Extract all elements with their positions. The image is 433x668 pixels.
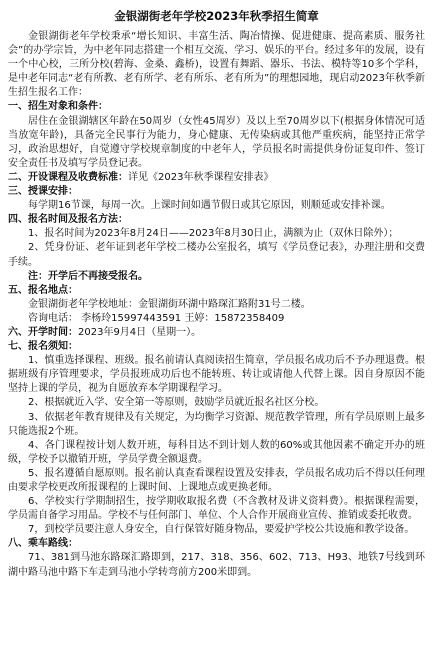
document-title: 金银湖街老年学校2023年秋季招生简章	[114, 9, 319, 23]
section-7-item-7: 7，到校学员要注意人身安全，自行保管好随身物品，要爱护学校公共设施和教学设备。	[28, 524, 415, 536]
section-7-item-3: 3、依据老年教育规律及有关规定，为均衡学习资源、规范教学管理，所有学员原则上最多只能选报2个班。	[8, 411, 425, 437]
intro-paragraph: 金银湖街老年学校秉承“增长知识、丰富生活、陶冶情操、促进健康、提高素质、服务社会”的办学宗旨，为中老年同志搭建一个相互交流、学习、娱乐的平台。经过多年的发展，设有一个中心校，三所分校(碧海、金桑、鑫桥)，设置有舞蹈、器乐、书法、模特等10多个学科，是中老年同志“老有所教、老有所学、老有所乐、老有所为”的理想园地，现启动2023年秋季新生招生报名工作：	[8, 31, 425, 99]
section-2-body: 详见《2023年秋季课程安排表》	[128, 171, 274, 183]
section-6-body: 2023年9月4日（星期一）。	[78, 326, 202, 338]
section-5-heading: 五、报名地点：	[8, 284, 78, 296]
section-7-item-6: 6、学校实行学期制招生，按学期收取报名费（不含教材及讲义资料费）。根据课程需要，学员需自备学习用品。学校不与任何部门、单位、个人合作开展商业宣传、推销或委托收费。	[8, 496, 425, 522]
section-4-heading: 四、报名时间及报名方法：	[8, 214, 128, 226]
section-5-contact: 咨询电话： 李杨玲15997443591 王婷：15872358409	[28, 312, 285, 324]
section-5-address: 金银湖街老年学校地址：金银湖街环湖中路琛汇路附31号二楼。	[28, 298, 311, 310]
section-4-note: 注：开学后不再接受报名。	[28, 270, 148, 282]
section-2-heading: 二、开设课程及收费标准：	[8, 171, 128, 183]
section-2-line	[8, 171, 425, 185]
section-7-item-4: 4、各门课程按计划人数开班，每科目达不到计划人数的60%或其他因素不确定开办的班级，学校予以撤销开班，学员学费全额退费。	[8, 439, 425, 465]
section-4-item-2: 2、凭身份证、老年证到老年学校二楼办公室报名，填写《学员登记表》，办理注册和交费手续。	[8, 242, 425, 268]
section-1-body: 居住在金银湖辖区年龄在50周岁（女性45周岁）及以上至70周岁以下(根据身体情况可适当放宽年龄)，具备完全民事行为能力，身心健康、无传染病或其他严重疾病，能坚持正常学习，政治思想好，自觉遵守学校规章制度的中老年人，学员报名时需提供身份证复印件、签订安全责任书及填写学员登记表。	[8, 115, 425, 169]
section-6-line	[8, 326, 425, 340]
section-4-item-1: 1、报名时间为2023年8月24日——2023年8月30日止，满额为止（双休日除外）；	[28, 228, 399, 240]
section-7-item-5: 5、报名遵循自愿原则。报名前认真查看课程设置及安排表，学员报名成功后不得以任何理由要求学校更改所报课程的上课时间、上课地点或更换老师。	[8, 467, 425, 493]
section-8-heading: 八、乘车路线：	[8, 538, 78, 550]
section-7-item-2: 2、根据就近入学、安全第一等原则，鼓励学员就近报名社区分校。	[28, 397, 325, 409]
section-3-body: 每学期16节课，每周一次。上课时间如遇节假日或其它原因，则顺延或安排补课。	[28, 200, 391, 212]
section-7-heading: 七、报名须知：	[8, 341, 78, 353]
section-3-heading: 三、授课安排：	[8, 186, 78, 198]
section-7-item-1: 1、慎重选择课程、班级。报名前请认真阅读招生简章，学员报名成功后不予办理退费。根据班级有序管理要求，学员报班成功后也不能转班、转让或请他人代替上课。因自身原因不能坚持上课的学员，视为自愿放弃本学期课程学习。	[8, 355, 425, 395]
section-8-body: 71、381到马池东路琛汇路即到，217、318、356、602、713、H93、地铁7号线到环湖中路马池中路下车走到马池小学转弯前方200米即到。	[8, 552, 425, 578]
section-6-heading: 六、开学时间：	[8, 326, 78, 338]
section-1-heading: 一、招生对象和条件：	[8, 101, 108, 113]
